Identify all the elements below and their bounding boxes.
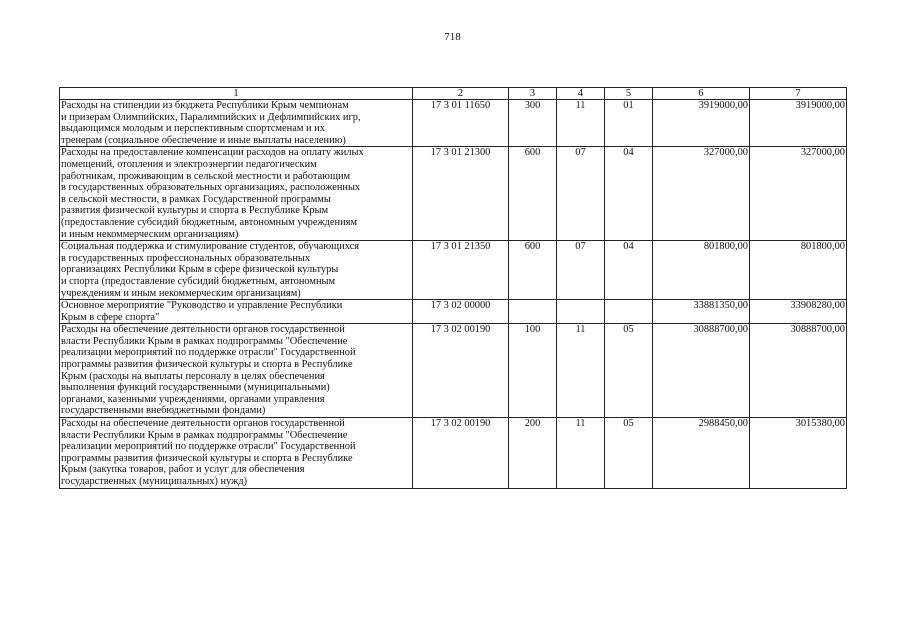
subsection-code: 05 bbox=[605, 418, 653, 489]
table-row bbox=[60, 100, 847, 147]
amount-column-6: 801800,00 bbox=[653, 241, 750, 300]
expense-type-code bbox=[509, 300, 557, 324]
table-row bbox=[60, 300, 847, 324]
amount-column-6: 327000,00 bbox=[653, 147, 750, 241]
amount-column-7: 801800,00 bbox=[750, 241, 847, 300]
amount-column-6: 30888700,00 bbox=[653, 324, 750, 418]
target-article-code: 17 3 02 00000 bbox=[413, 300, 509, 324]
expense-type-code: 300 bbox=[509, 100, 557, 147]
subsection-code: 05 bbox=[605, 324, 653, 418]
table-row bbox=[60, 241, 847, 300]
expense-name: Расходы на стипендии из бюджета Республики Крым чемпионам и призерам Олимпийских, Паралимпийских и Дефлимпийских игр, выдающимся молодым и перспективным спортсменам и их тренерам (социальное обеспечение и иные выплаты населению) bbox=[60, 100, 413, 147]
expense-type-code: 600 bbox=[509, 147, 557, 241]
column-header-2: 2 bbox=[413, 88, 509, 100]
amount-column-6: 3919000,00 bbox=[653, 100, 750, 147]
subsection-code bbox=[605, 300, 653, 324]
section-code: 11 bbox=[557, 100, 605, 147]
column-header-1: 1 bbox=[60, 88, 413, 100]
subsection-code: 04 bbox=[605, 241, 653, 300]
target-article-code: 17 3 01 21350 bbox=[413, 241, 509, 300]
section-code bbox=[557, 300, 605, 324]
subsection-code: 01 bbox=[605, 100, 653, 147]
subsection-code: 04 bbox=[605, 147, 653, 241]
target-article-code: 17 3 01 21300 bbox=[413, 147, 509, 241]
amount-column-7: 3015380,00 bbox=[750, 418, 847, 489]
table-row bbox=[60, 324, 847, 418]
budget-table bbox=[59, 87, 847, 489]
expense-type-code: 100 bbox=[509, 324, 557, 418]
expense-name: Расходы на предоставление компенсации расходов на оплату жилых помещений, отопления и электроэнергии педагогическим работникам, проживающим в сельской местности и работающим в государственных образовательных организациях, расположенных в сельской местности, в рамках Государственной программы развития физической культуры и спорта в Республике Крым (предоставление субсидий бюджетным, автономным учреждениям и иным некоммерческим организациям) bbox=[60, 147, 413, 241]
target-article-code: 17 3 02 00190 bbox=[413, 324, 509, 418]
column-header-7: 7 bbox=[750, 88, 847, 100]
section-code: 07 bbox=[557, 241, 605, 300]
amount-column-7: 33908280,00 bbox=[750, 300, 847, 324]
page-number: 718 bbox=[444, 31, 461, 43]
section-code: 11 bbox=[557, 324, 605, 418]
column-header-6: 6 bbox=[653, 88, 750, 100]
column-header-3: 3 bbox=[509, 88, 557, 100]
section-code: 11 bbox=[557, 418, 605, 489]
column-header-5: 5 bbox=[605, 88, 653, 100]
table-row bbox=[60, 147, 847, 241]
expense-name: Социальная поддержка и стимулирование студентов, обучающихся в государственных профессиональных образовательных организациях Республики Крым в сфере физической культуры и спорта (предоставление субсидий бюджетным, автономным учреждениям и иным некоммерческим организациям) bbox=[60, 241, 413, 300]
amount-column-7: 3919000,00 bbox=[750, 100, 847, 147]
amount-column-6: 2988450,00 bbox=[653, 418, 750, 489]
section-code: 07 bbox=[557, 147, 605, 241]
table-row bbox=[60, 418, 847, 489]
amount-column-6: 33881350,00 bbox=[653, 300, 750, 324]
expense-name: Расходы на обеспечение деятельности органов государственной власти Республики Крым в рамках подпрограммы "Обеспечение реализации мероприятий по поддержке отрасли" Государственной программы развития физической культуры и спорта в Республике Крым (расходы на выплаты персоналу в целях обеспечения выполнения функций государственными (муниципальными) органами, казенными учреждениями, органами управления государственными внебюджетными фондами) bbox=[60, 324, 413, 418]
expense-name: Расходы на обеспечение деятельности органов государственной власти Республики Крым в рамках подпрограммы "Обеспечение реализации мероприятий по поддержке отрасли" Государственной программы развития физической культуры и спорта в Республике Крым (закупка товаров, работ и услуг для обеспечения государственных (муниципальных) нужд) bbox=[60, 418, 413, 489]
column-header-4: 4 bbox=[557, 88, 605, 100]
expense-type-code: 600 bbox=[509, 241, 557, 300]
target-article-code: 17 3 02 00190 bbox=[413, 418, 509, 489]
header-row bbox=[60, 88, 847, 100]
amount-column-7: 327000,00 bbox=[750, 147, 847, 241]
amount-column-7: 30888700,00 bbox=[750, 324, 847, 418]
expense-name: Основное мероприятие "Руководство и управление Республики Крым в сфере спорта" bbox=[60, 300, 413, 324]
expense-type-code: 200 bbox=[509, 418, 557, 489]
target-article-code: 17 3 01 11650 bbox=[413, 100, 509, 147]
